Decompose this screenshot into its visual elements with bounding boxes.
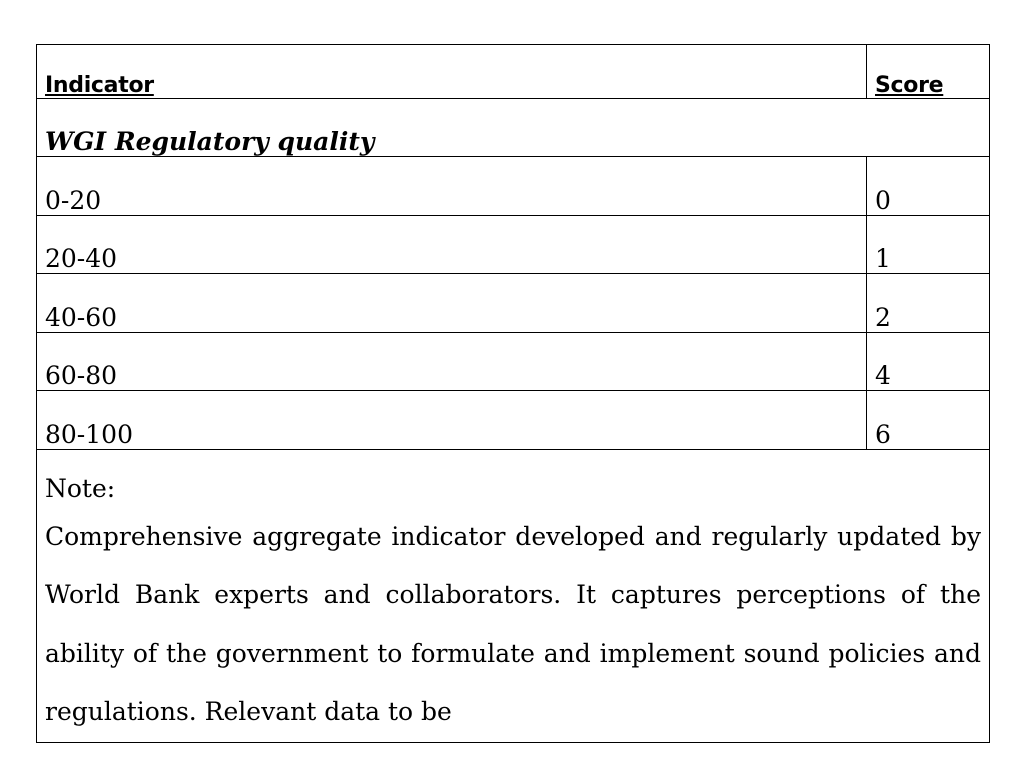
score-cell: 0 [867,157,990,216]
score-cell: 4 [867,332,990,391]
note-text: Comprehensive aggregate indicator developed and regularly updated by World Bank experts and collaborators. It captures perceptions of the ability of the government to formulate and implement sound policies and regulations. Relevant data to be [45,521,981,726]
table-header-row [37,45,990,99]
indicator-column-header: Indicator [37,45,867,99]
table-row [37,157,990,216]
range-cell: 40-60 [37,274,867,333]
section-title: WGI Regulatory quality [37,99,990,157]
note-row [37,449,990,742]
section-title-row [37,99,990,157]
score-cell: 2 [867,274,990,333]
score-cell: 1 [867,215,990,274]
range-cell: 80-100 [37,391,867,450]
score-column-header: Score [867,45,990,99]
table-row [37,215,990,274]
score-cell: 6 [867,391,990,450]
table-row [37,391,990,450]
range-cell: 60-80 [37,332,867,391]
note-cell [37,449,990,742]
table-row [37,332,990,391]
range-cell: 0-20 [37,157,867,216]
note-label: Note: [45,473,116,503]
range-cell: 20-40 [37,215,867,274]
indicator-score-table [36,44,990,743]
table-row [37,274,990,333]
